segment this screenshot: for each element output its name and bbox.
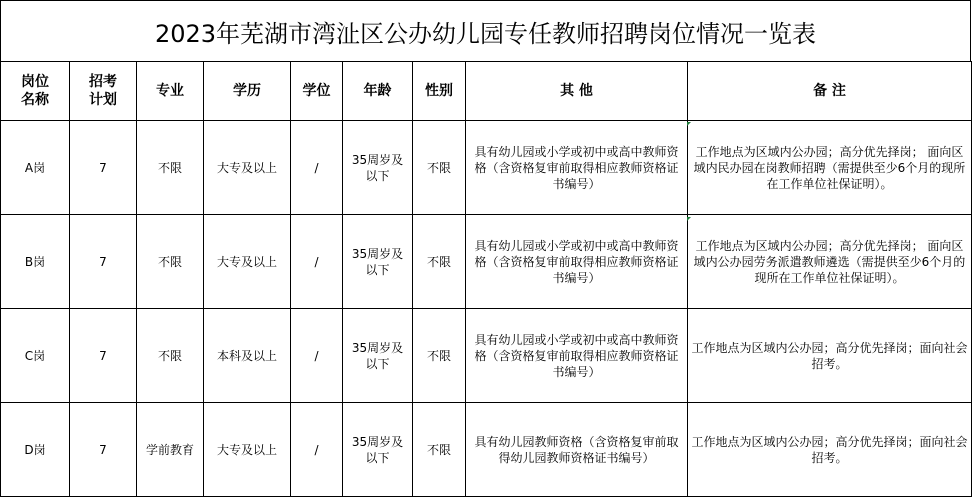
cell-remark: 工作地点为区域内公办园；高分优先择岗； 面向区域内公办园劳务派遣教师遴选（需提供至少6个月的现所在工作单位社保证明）。 bbox=[688, 215, 972, 309]
header-major: 专业 bbox=[137, 62, 204, 121]
cell-major: 不限 bbox=[137, 309, 204, 403]
table-row bbox=[1, 309, 972, 403]
cell-age: 35周岁及以下 bbox=[343, 215, 413, 309]
cell-post: A岗 bbox=[1, 121, 70, 215]
header-other: 其 他 bbox=[466, 62, 688, 121]
header-remark: 备 注 bbox=[688, 62, 972, 121]
header-row bbox=[1, 62, 972, 121]
page-title bbox=[0, 0, 971, 62]
cell-age: 35周岁及以下 bbox=[343, 309, 413, 403]
cell-degree: / bbox=[291, 121, 343, 215]
cell-gender: 不限 bbox=[413, 121, 466, 215]
cell-education: 大专及以上 bbox=[204, 121, 291, 215]
cell-degree: / bbox=[291, 403, 343, 497]
header-gender: 性别 bbox=[413, 62, 466, 121]
page-title-text: 2023年芜湖市湾沚区公办幼儿园专任教师招聘岗位情况一览表 bbox=[154, 19, 817, 48]
cell-degree: / bbox=[291, 309, 343, 403]
cell-remark: 工作地点为区域内公办园；高分优先择岗；面向社会招考。 bbox=[688, 403, 972, 497]
cell-gender: 不限 bbox=[413, 309, 466, 403]
cell-plan: 7 bbox=[70, 309, 137, 403]
cell-age: 35周岁及以下 bbox=[343, 121, 413, 215]
cell-gender: 不限 bbox=[413, 215, 466, 309]
table-row bbox=[1, 403, 972, 497]
cell-plan: 7 bbox=[70, 121, 137, 215]
cell-gender: 不限 bbox=[413, 403, 466, 497]
recruitment-table bbox=[0, 61, 972, 497]
cell-post: B岗 bbox=[1, 215, 70, 309]
cell-remark: 工作地点为区域内公办园；高分优先择岗； 面向区域内民办园在岗教师招聘（需提供至少6个月的现所在工作单位社保证明）。 bbox=[688, 121, 972, 215]
table-row bbox=[1, 215, 972, 309]
cell-remark: 工作地点为区域内公办园；高分优先择岗；面向社会招考。 bbox=[688, 309, 972, 403]
cell-education: 大专及以上 bbox=[204, 403, 291, 497]
cell-other: 具有幼儿园或小学或初中或高中教师资格（含资格复审前取得相应教师资格证书编号） bbox=[466, 121, 688, 215]
header-education: 学历 bbox=[204, 62, 291, 121]
cell-other: 具有幼儿园或小学或初中或高中教师资格（含资格复审前取得相应教师资格证书编号） bbox=[466, 309, 688, 403]
cell-major: 学前教育 bbox=[137, 403, 204, 497]
cell-post: C岗 bbox=[1, 309, 70, 403]
comment-marker-icon bbox=[687, 217, 691, 221]
cell-education: 大专及以上 bbox=[204, 215, 291, 309]
table-row bbox=[1, 121, 972, 215]
cell-post: D岗 bbox=[1, 403, 70, 497]
cell-plan: 7 bbox=[70, 215, 137, 309]
cell-major: 不限 bbox=[137, 121, 204, 215]
cell-degree: / bbox=[291, 215, 343, 309]
cell-major: 不限 bbox=[137, 215, 204, 309]
header-degree: 学位 bbox=[291, 62, 343, 121]
comment-marker-icon bbox=[687, 122, 691, 126]
header-post: 岗位名称 bbox=[1, 62, 70, 121]
cell-other: 具有幼儿园教师资格（含资格复审前取得幼儿园教师资格证书编号） bbox=[466, 403, 688, 497]
header-age: 年龄 bbox=[343, 62, 413, 121]
cell-other: 具有幼儿园或小学或初中或高中教师资格（含资格复审前取得相应教师资格证书编号） bbox=[466, 215, 688, 309]
cell-education: 本科及以上 bbox=[204, 309, 291, 403]
cell-age: 35周岁及以下 bbox=[343, 403, 413, 497]
header-plan: 招考计划 bbox=[70, 62, 137, 121]
cell-plan: 7 bbox=[70, 403, 137, 497]
